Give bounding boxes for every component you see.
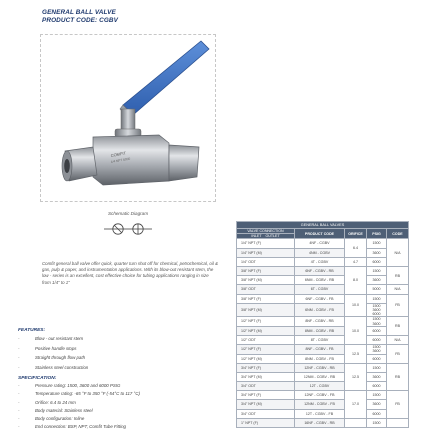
- cell-psig: 1500: [367, 391, 387, 400]
- cell-psig: 3600: [367, 400, 387, 409]
- table-row: [237, 303, 409, 317]
- table-row: [237, 400, 409, 409]
- cell-product-code: 6T - CGBV: [295, 285, 345, 294]
- cell-connection: 3/8" ODT: [237, 285, 295, 294]
- table-row: [237, 409, 409, 418]
- cell-connection: 3/4" ODT: [237, 409, 295, 418]
- cell-orifice: 8.0: [345, 266, 367, 294]
- table-row: [237, 239, 409, 248]
- cell-psig: 6000: [367, 335, 387, 344]
- cell-connection: 1/2" NPT (M): [237, 354, 295, 363]
- cell-code: FB: [387, 391, 409, 419]
- cell-product-code: 8NF - CGBV - FB: [295, 345, 345, 354]
- table-row: [237, 248, 409, 257]
- cell-psig: 3600: [367, 248, 387, 257]
- cell-psig: 3600: [367, 276, 387, 285]
- cell-product-code: 4NF - CGBV: [295, 239, 345, 248]
- features-list: [18, 334, 88, 372]
- table-row: [237, 345, 409, 354]
- specification-list: [18, 382, 140, 430]
- cell-code: FB: [387, 345, 409, 364]
- cell-product-code: 6NM - CGBV - RB: [295, 276, 345, 285]
- cell-product-code: 8NM - CGBV - RB: [295, 326, 345, 335]
- cell-psig: 1500: [367, 418, 387, 427]
- table-row: [237, 335, 409, 344]
- svg-text:1/4 NPT 6000: 1/4 NPT 6000: [110, 156, 131, 164]
- cell-connection: 3/4" ODT: [237, 382, 295, 391]
- table-header-product-code: PRODUCT CODE: [295, 229, 345, 239]
- cell-product-code: 12NM - CGBV - FB: [295, 400, 345, 409]
- table-header-code: CODE: [387, 229, 409, 239]
- cell-product-code: 4T - CGBV: [295, 257, 345, 266]
- cell-product-code: 12NF - CGBV - FB: [295, 391, 345, 400]
- cell-psig: 3600: [367, 372, 387, 381]
- cell-psig: 1500: [367, 294, 387, 303]
- schematic-diagram-icon: [104, 221, 152, 237]
- list-item: - Positive handle stops: [18, 344, 88, 354]
- table-row: [237, 276, 409, 285]
- table-row: [237, 418, 409, 427]
- cell-connection: 3/4" NPT (M): [237, 372, 295, 381]
- cell-product-code: 16NF - CGBV - RB: [295, 418, 345, 427]
- cell-orifice: 12.5: [345, 363, 367, 391]
- specification-title: SPECIFICATION:: [18, 376, 57, 381]
- table-row: [237, 326, 409, 335]
- product-photo-frame: [40, 34, 216, 202]
- list-item: - Body material: Stainless steel: [18, 407, 140, 415]
- cell-connection: 1/4" NPT (M): [237, 248, 295, 257]
- table-row: [237, 257, 409, 266]
- table-row: [237, 354, 409, 363]
- table-row: [237, 285, 409, 294]
- ball-valve-photo: [41, 35, 217, 203]
- cell-psig: 5000: [367, 285, 387, 294]
- cell-psig: 6000: [367, 382, 387, 391]
- table-header-psig: PSIG: [367, 229, 387, 239]
- table-row: [237, 382, 409, 391]
- cell-psig: 1500 3600: [367, 345, 387, 354]
- table-row: [237, 294, 409, 303]
- schematic-title: Schematic Diagram: [107, 211, 149, 216]
- table-subheader-outlet: OUTLET: [265, 234, 280, 239]
- cell-psig: 1500 3600 6000: [367, 303, 387, 317]
- svg-text:COMFIT: COMFIT: [110, 150, 127, 158]
- cell-psig: 6000: [367, 409, 387, 418]
- cell-code: N/A: [387, 239, 409, 267]
- cell-psig: 6000: [367, 354, 387, 363]
- cell-psig: 1500 3600: [367, 317, 387, 326]
- cell-orifice: 17.0: [345, 391, 367, 419]
- intro-paragraph: Comfit general ball valve offer quick, quarter turn shut off for chemical, petrochemical, oil & gas, pulp & paper, and instrumentation applications. With its blow-out resistant stem, the low - series is an excellent, cost effective choice for tubing applications ranging in size from 1/4" to 1": [42, 261, 218, 285]
- table-row: [237, 372, 409, 381]
- table-row: [237, 266, 409, 275]
- cell-connection: 1/2" NPT (F): [237, 317, 295, 326]
- cell-product-code: 12NM - CGBV - RB: [295, 372, 345, 381]
- product-table: [236, 221, 409, 428]
- cell-psig: 1500: [367, 239, 387, 248]
- page-header: [42, 9, 118, 25]
- cell-product-code: 4NM - CGBV: [295, 248, 345, 257]
- table-title: GENERAL BALL VALVES: [237, 222, 409, 229]
- product-code-title: PRODUCT CODE: CGBV: [42, 17, 119, 24]
- cell-connection: 1/2" ODT: [237, 335, 295, 344]
- cell-code: RB: [387, 266, 409, 284]
- list-item: - Blow - out resistant stem: [18, 334, 88, 344]
- list-item: - Orifice: 6.4 to 24 mm: [18, 399, 140, 407]
- cell-connection: 3/4" NPT (F): [237, 391, 295, 400]
- cell-connection: 3/8" NPT (M): [237, 276, 295, 285]
- list-item: - Stainless steel construction: [18, 363, 88, 373]
- table-row: [237, 391, 409, 400]
- cell-product-code: 6NM - CGBV - FB: [295, 303, 345, 317]
- table-row: [237, 317, 409, 326]
- cell-connection: 1/4" NPT (F): [237, 239, 295, 248]
- cell-connection: 3/8" NPT (F): [237, 266, 295, 275]
- cell-orifice: 10.0: [345, 317, 367, 345]
- cell-code: [387, 418, 409, 427]
- list-item: - Temperature rating: -65 °F to 350 °F (-54°C to 117 °C): [18, 390, 140, 398]
- cell-code: RB: [387, 317, 409, 336]
- cell-connection: 1/2" NPT (F): [237, 345, 295, 354]
- cell-product-code: 6NF - CGBV - RB: [295, 266, 345, 275]
- cell-orifice: 4.7: [345, 257, 367, 266]
- cell-product-code: 12NF - CGBV - RB: [295, 363, 345, 372]
- cell-connection: 3/8" NPT (M): [237, 303, 295, 317]
- cell-product-code: 8T - CGBV: [295, 335, 345, 344]
- cell-connection: 1/4" ODT: [237, 257, 295, 266]
- cell-psig: 6000: [367, 257, 387, 266]
- cell-code: N/A: [387, 285, 409, 294]
- features-title: FEATURES:: [18, 328, 46, 333]
- cell-code: FB: [387, 294, 409, 317]
- cell-code: N/A: [387, 335, 409, 344]
- list-item: - End connection: BSP, NPT, Comfit Tube Fitting: [18, 423, 140, 430]
- table-row: [237, 363, 409, 372]
- cell-code: RB: [387, 363, 409, 391]
- cell-product-code: 12T - CGBV - FB: [295, 409, 345, 418]
- cell-orifice: [345, 418, 367, 427]
- cell-connection: 1" NPT (F): [237, 418, 295, 427]
- cell-connection: 3/4" NPT (M): [237, 400, 295, 409]
- cell-product-code: 6NF - CGBV - FB: [295, 294, 345, 303]
- cell-orifice: 10.0: [345, 294, 367, 317]
- cell-orifice: 12.5: [345, 345, 367, 364]
- list-item: - Body configuration: Inline: [18, 415, 140, 423]
- table-header-orifice: ORIFICE: [345, 229, 367, 239]
- cell-connection: 3/8" NPT (F): [237, 294, 295, 303]
- page-title: GENERAL BALL VALVE: [42, 9, 116, 16]
- table-subheader-inlet: INLET: [251, 234, 262, 239]
- cell-connection: 1/2" NPT (M): [237, 326, 295, 335]
- cell-psig: 1500: [367, 363, 387, 372]
- table-header-connection: VALVE CONNECTION: [237, 229, 295, 234]
- list-item: - Pressure rating: 1500, 3600 and 6000 PSIG: [18, 382, 140, 390]
- cell-orifice: 6.4: [345, 239, 367, 257]
- cell-connection: 3/4" NPT (F): [237, 363, 295, 372]
- list-item: - Straight through flow path: [18, 353, 88, 363]
- cell-product-code: 8NM - CGBV - FB: [295, 354, 345, 363]
- cell-product-code: 8NF - CGBV - RB: [295, 317, 345, 326]
- cell-psig: 1500: [367, 266, 387, 275]
- cell-psig: 6000: [367, 326, 387, 335]
- cell-product-code: 12T - CGBV: [295, 382, 345, 391]
